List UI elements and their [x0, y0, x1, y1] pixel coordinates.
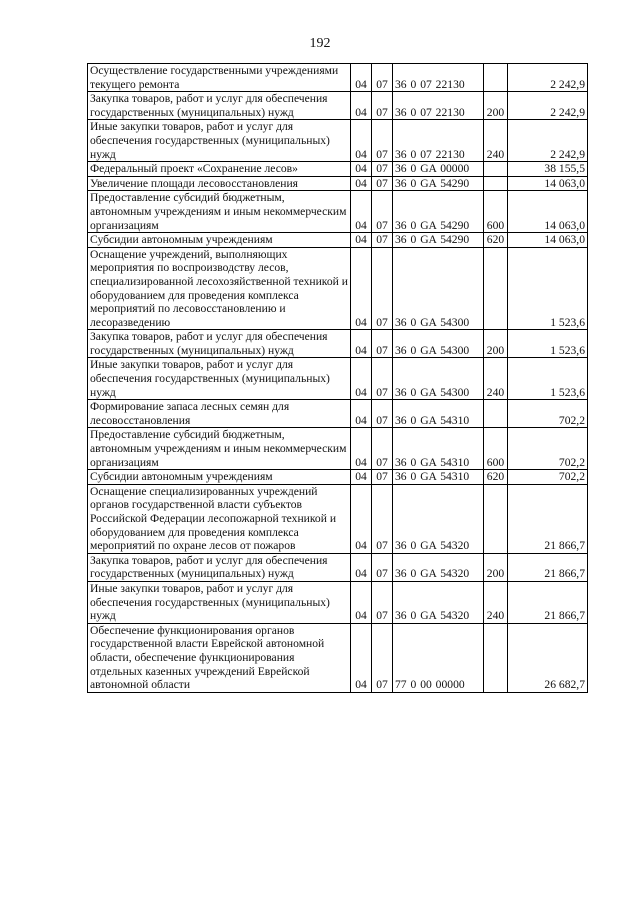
- target-article-cell: 36 0 GA 54320: [393, 484, 484, 553]
- item-name-cell: Осуществление государственными учреждениями текущего ремонта: [88, 64, 351, 92]
- target-article-cell: 77 0 00 00000: [393, 623, 484, 692]
- table-row: [88, 330, 588, 358]
- item-name-cell: Оснащение учреждений, выполняющих мероприятия по воспроизводству лесов, специализированной лесохозяйственной техникой и оборудованием для проведения комплекса мероприятий по лесовосстановлению и лесоразведению: [88, 247, 351, 330]
- target-article-cell: 36 0 GA 54320: [393, 553, 484, 581]
- amount-cell: 14 063,0: [508, 191, 588, 233]
- section-code-cell: 04: [351, 428, 372, 470]
- amount-cell: 1 523,6: [508, 247, 588, 330]
- target-article-cell: 36 0 GA 54310: [393, 470, 484, 485]
- section-code-cell: 04: [351, 233, 372, 248]
- item-name-cell: Обеспечение функционирования органов государственной власти Еврейской автономной области, обеспечение функционирования отдельных казенных учреждений Еврейской автономной области: [88, 623, 351, 692]
- item-name-cell: Предоставление субсидий бюджетным, автономным учреждениям и иным некоммерческим организациям: [88, 428, 351, 470]
- subsection-code-cell: 07: [372, 581, 393, 623]
- section-code-cell: 04: [351, 581, 372, 623]
- amount-cell: 26 682,7: [508, 623, 588, 692]
- table-row: [88, 581, 588, 623]
- expense-type-cell: 620: [484, 233, 508, 248]
- subsection-code-cell: 07: [372, 64, 393, 92]
- item-name-cell: Иные закупки товаров, работ и услуг для обеспечения государственных (муниципальных) нужд: [88, 120, 351, 162]
- table-row: [88, 92, 588, 120]
- item-name-cell: Закупка товаров, работ и услуг для обеспечения государственных (муниципальных) нужд: [88, 330, 351, 358]
- table-row: [88, 428, 588, 470]
- page-number: 192: [309, 36, 331, 51]
- section-code-cell: 04: [351, 470, 372, 485]
- item-name-cell: Предоставление субсидий бюджетным, автономным учреждениям и иным некоммерческим организациям: [88, 191, 351, 233]
- item-name-cell: Иные закупки товаров, работ и услуг для обеспечения государственных (муниципальных) нужд: [88, 358, 351, 400]
- target-article-cell: 36 0 GA 54300: [393, 330, 484, 358]
- table-row: [88, 233, 588, 248]
- amount-cell: 21 866,7: [508, 581, 588, 623]
- item-name-cell: Закупка товаров, работ и услуг для обеспечения государственных (муниципальных) нужд: [88, 92, 351, 120]
- table-row: [88, 358, 588, 400]
- amount-cell: 702,2: [508, 400, 588, 428]
- target-article-cell: 36 0 GA 54310: [393, 400, 484, 428]
- table-row: [88, 120, 588, 162]
- table-row: [88, 162, 588, 177]
- amount-cell: 2 242,9: [508, 64, 588, 92]
- item-name-cell: Субсидии автономным учреждениям: [88, 470, 351, 485]
- expense-type-cell: 600: [484, 428, 508, 470]
- target-article-cell: 36 0 07 22130: [393, 64, 484, 92]
- item-name-cell: Закупка товаров, работ и услуг для обеспечения государственных (муниципальных) нужд: [88, 553, 351, 581]
- amount-cell: 702,2: [508, 470, 588, 485]
- target-article-cell: 36 0 GA 54310: [393, 428, 484, 470]
- section-code-cell: 04: [351, 64, 372, 92]
- amount-cell: 38 155,5: [508, 162, 588, 177]
- expense-type-cell: [484, 176, 508, 191]
- item-name-cell: Субсидии автономным учреждениям: [88, 233, 351, 248]
- section-code-cell: 04: [351, 92, 372, 120]
- target-article-cell: 36 0 07 22130: [393, 92, 484, 120]
- subsection-code-cell: 07: [372, 191, 393, 233]
- subsection-code-cell: 07: [372, 176, 393, 191]
- table-row: [88, 64, 588, 92]
- expense-type-cell: [484, 162, 508, 177]
- subsection-code-cell: 07: [372, 623, 393, 692]
- target-article-cell: 36 0 GA 54300: [393, 358, 484, 400]
- section-code-cell: 04: [351, 120, 372, 162]
- expense-type-cell: [484, 400, 508, 428]
- expense-type-cell: 620: [484, 470, 508, 485]
- subsection-code-cell: 07: [372, 470, 393, 485]
- section-code-cell: 04: [351, 162, 372, 177]
- amount-cell: 21 866,7: [508, 484, 588, 553]
- table-row: [88, 247, 588, 330]
- item-name-cell: Формирование запаса лесных семян для лесовосстановления: [88, 400, 351, 428]
- table-row: [88, 470, 588, 485]
- subsection-code-cell: 07: [372, 484, 393, 553]
- amount-cell: 2 242,9: [508, 92, 588, 120]
- target-article-cell: 36 0 07 22130: [393, 120, 484, 162]
- amount-cell: 14 063,0: [508, 176, 588, 191]
- expense-type-cell: 200: [484, 553, 508, 581]
- target-article-cell: 36 0 GA 54300: [393, 247, 484, 330]
- subsection-code-cell: 07: [372, 247, 393, 330]
- target-article-cell: 36 0 GA 54290: [393, 233, 484, 248]
- target-article-cell: 36 0 GA 54290: [393, 191, 484, 233]
- table-row: [88, 484, 588, 553]
- amount-cell: 2 242,9: [508, 120, 588, 162]
- amount-cell: 21 866,7: [508, 553, 588, 581]
- subsection-code-cell: 07: [372, 400, 393, 428]
- target-article-cell: 36 0 GA 54320: [393, 581, 484, 623]
- expense-type-cell: [484, 247, 508, 330]
- section-code-cell: 04: [351, 191, 372, 233]
- expense-type-cell: [484, 484, 508, 553]
- expense-type-cell: 240: [484, 358, 508, 400]
- table-row: [88, 623, 588, 692]
- section-code-cell: 04: [351, 176, 372, 191]
- expense-type-cell: 200: [484, 330, 508, 358]
- table-row: [88, 191, 588, 233]
- item-name-cell: Оснащение специализированных учреждений органов государственной власти субъектов Российской Федерации лесопожарной техникой и оборудованием для проведения комплекса мероприятий по охране лесов от пожаров: [88, 484, 351, 553]
- expense-type-cell: [484, 623, 508, 692]
- expense-type-cell: 200: [484, 92, 508, 120]
- section-code-cell: 04: [351, 400, 372, 428]
- amount-cell: 1 523,6: [508, 358, 588, 400]
- subsection-code-cell: 07: [372, 428, 393, 470]
- table-row: [88, 400, 588, 428]
- expense-type-cell: [484, 64, 508, 92]
- table-row: [88, 553, 588, 581]
- item-name-cell: Увеличение площади лесовосстановления: [88, 176, 351, 191]
- section-code-cell: 04: [351, 623, 372, 692]
- item-name-cell: Иные закупки товаров, работ и услуг для обеспечения государственных (муниципальных) нужд: [88, 581, 351, 623]
- section-code-cell: 04: [351, 358, 372, 400]
- item-name-cell: Федеральный проект «Сохранение лесов»: [88, 162, 351, 177]
- subsection-code-cell: 07: [372, 92, 393, 120]
- section-code-cell: 04: [351, 553, 372, 581]
- section-code-cell: 04: [351, 247, 372, 330]
- amount-cell: 1 523,6: [508, 330, 588, 358]
- expense-type-cell: 600: [484, 191, 508, 233]
- amount-cell: 702,2: [508, 428, 588, 470]
- subsection-code-cell: 07: [372, 330, 393, 358]
- target-article-cell: 36 0 GA 00000: [393, 162, 484, 177]
- target-article-cell: 36 0 GA 54290: [393, 176, 484, 191]
- budget-table: [87, 63, 588, 693]
- subsection-code-cell: 07: [372, 233, 393, 248]
- expense-type-cell: 240: [484, 120, 508, 162]
- amount-cell: 14 063,0: [508, 233, 588, 248]
- section-code-cell: 04: [351, 484, 372, 553]
- subsection-code-cell: 07: [372, 553, 393, 581]
- subsection-code-cell: 07: [372, 162, 393, 177]
- expense-type-cell: 240: [484, 581, 508, 623]
- subsection-code-cell: 07: [372, 120, 393, 162]
- section-code-cell: 04: [351, 330, 372, 358]
- budget-table-body: [88, 64, 588, 693]
- subsection-code-cell: 07: [372, 358, 393, 400]
- table-row: [88, 176, 588, 191]
